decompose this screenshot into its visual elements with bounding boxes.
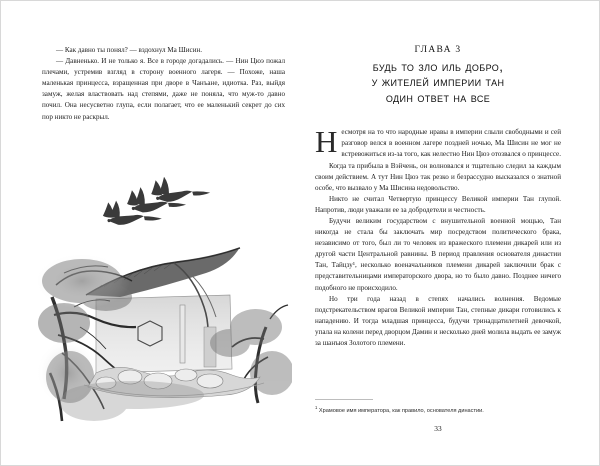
paragraph: Но три года назад в степях начались волнения. Ведомые подстрекательством врагов Великой империи Тан, степные дикари готовились к нападению. И тогда младшая принцесса, будучи тринадцатилетней девочкой, упала на колени перед дворцом Дамин и несколько дней молила выдать ее замуж за шанъюя Золотого племени. [315,294,561,347]
page-number: 33 [434,424,442,433]
chapter-title-line: у жителей империи тан [371,74,505,90]
chapter-title-line: будь то зло иль добро, [372,59,504,74]
crane-birds [100,177,210,231]
right-page-body [315,124,561,349]
paragraph: — Как давно ты понял? — вздохнул Ма Шисин. [56,46,203,54]
paragraph: Когда та прибыла в Вэйчень, он волновался и тщательно следил за каждым своим действием. А тут Нин Цюэ так резко и безрассудно высказался о знатной особе, что вызвало у Ма Шисина недовольство. [315,161,561,192]
paragraph: Будучи великим государством с внушительной военной мощью, Тан никогда не стала бы заключать мир посредством политического брака, независимо от того, был ли то человек из вражеского племени дикарей или из другой части Центральной равнины. В период правления основателя династии Тан, Тайцзу¹, несколько военачальников племени дикарей заключили брак с представительницами императорского двора, но то было давно. Позднее ничего подобного не происходило. [315,216,561,292]
paragraph-first [315,124,561,160]
footnote-separator [315,399,373,400]
footnote-marker: 1 [315,405,318,411]
paragraph: Никто не считал Четвертую принцессу Великой империи Тан глупой. Напротив, люди уважали ее за добродетели и честность. [315,194,561,214]
chinese-ink-landscape-illustration [34,177,292,449]
drop-cap: Н [315,124,338,160]
paragraph-text: есмотря на то что народные нравы в империи слыли свободными и сей разговор велся в военном лагере поздней ночью, Ма Шисин не мог не встревожиться из-за того, как нелестно Нин Цюэ отозвался о принцессе. [341,128,561,159]
chapter-title [315,59,561,105]
paragraph: — Давненько. И не только я. Все в городе догадались. — Нин Цюэ пожал плечами, устремив взгляд в сторону военного лагеря. — Похоже, наша маленькая принцесса, взращенная при дворе в Чанъане, идиотка. Раз, выйдя замуж, желая властвовать над степями, даже не поняла, что муж-то давно почил. Она несусветно глупа, если полагает, что ее маленький секрет до сих пор никто не раскрыл. [42,57,285,121]
chapter-label: ГЛАВА 3 [414,45,462,55]
footnote-area [315,399,561,415]
chapter-title-line: один ответ на все [385,89,491,105]
footnote [315,404,561,415]
left-page-body [42,45,285,123]
right-page [315,45,561,445]
footnote-text: Храмовое имя императора, как правило, основателя династии. [318,408,484,414]
